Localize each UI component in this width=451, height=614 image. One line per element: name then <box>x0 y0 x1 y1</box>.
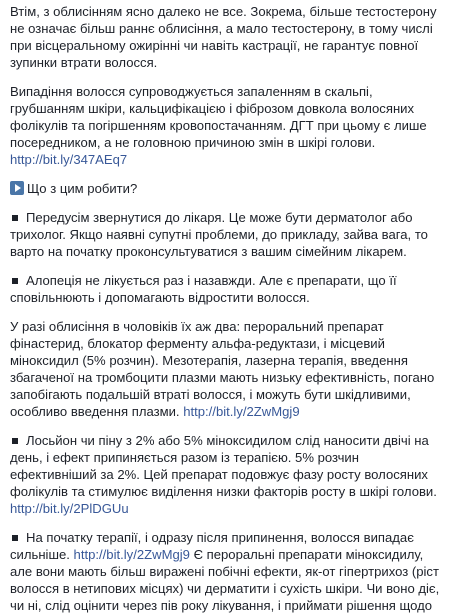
paragraph-1 <box>10 3 445 71</box>
link-2ZwMgj9-second[interactable]: http://bit.ly/2ZwMgj9 <box>73 547 190 562</box>
paragraph-3 <box>10 180 445 197</box>
paragraph-5 <box>10 272 445 306</box>
paragraph-5-text: Алопеція не лікується раз і назавжди. Але є препарати, що її сповільнюють і допомагають відростити волосся. <box>10 273 397 305</box>
paragraph-4 <box>10 209 445 260</box>
black-square-bullet-icon <box>12 438 18 444</box>
paragraph-4-text: Передусім звернутися до лікаря. Це може бути дерматолог або трихолог. Якщо наявні супутні проблеми, до прикладу, зайва вага, то варто на початку проконсультуватися з вашим сімейним лікарем. <box>10 210 428 259</box>
paragraph-6 <box>10 318 445 420</box>
paragraph-2-text: Випадіння волосся супроводжується запаленням в скальпі, грубшанням шкіри, кальцифікацією і фіброзом довкола волосяних фолікулів та погіршенням кровопостачанням. ДГТ при цьому є лише посередником, а не головною причиною змін в шкірі голови. <box>10 84 427 150</box>
paragraph-7-text: Лосьйон чи піну з 2% або 5% міноксидилом слід наносити двічі на день, і ефект припиняється разом із терапією. 5% розчин ефективніший за 2%. Цей препарат подовжує фазу росту волосяних фолікулів та стимулює виділення низки факторів росту в шкірі голови. <box>10 433 437 499</box>
link-2ZwMgj9[interactable]: http://bit.ly/2ZwMgj9 <box>183 404 300 419</box>
paragraph-2 <box>10 83 445 168</box>
play-button-icon <box>10 181 24 195</box>
black-square-bullet-icon <box>12 215 18 221</box>
paragraph-8-text-b: Є пероральні препарати міноксидилу, але вони мають більш виражені побічні ефекти, як-от гіпертрихоз (ріст волосся в нетипових місцях) чи дерматити і сухість шкіри. Чи воно діє, чи ні, слід оцінити через пів року лікування, і приймати рішення щодо <box>10 547 440 613</box>
paragraph-1-text: Втім, з облисінням ясно далеко не все. Зокрема, більше тестостерону не означає більш раннє облисіння, а мало тестостерону, в тому числі при вісцеральному ожирінні чи навіть кастрації, не гарантує повної зупинки втрати волосся. <box>10 4 437 70</box>
paragraph-7 <box>10 432 445 517</box>
what-to-do-heading: Що з цим робити? <box>27 181 138 196</box>
link-2PlDGUu[interactable]: http://bit.ly/2PlDGUu <box>10 501 129 516</box>
paragraph-8-text-a: На початку терапії, і одразу після припинення, волосся випадає сильніше. <box>10 530 414 562</box>
paragraph-6-text: У разі облисіння в чоловіків їх аж два: пероральний препарат фінастерид, блокатор ферменту альфа-редуктази, і місцевий міноксидил (5% розчин). Мезотерапія, лазерна терапія, введення збагаченої на тромбоцити плазми мають низьку ефективність, погано запобігають подальшій втраті волосся, і можуть бути шкідливими, особливо введення плазми. <box>10 319 435 419</box>
paragraph-8 <box>10 529 445 614</box>
black-square-bullet-icon <box>12 535 18 541</box>
black-square-bullet-icon <box>12 278 18 284</box>
link-347AEq7[interactable]: http://bit.ly/347AEq7 <box>10 152 128 167</box>
